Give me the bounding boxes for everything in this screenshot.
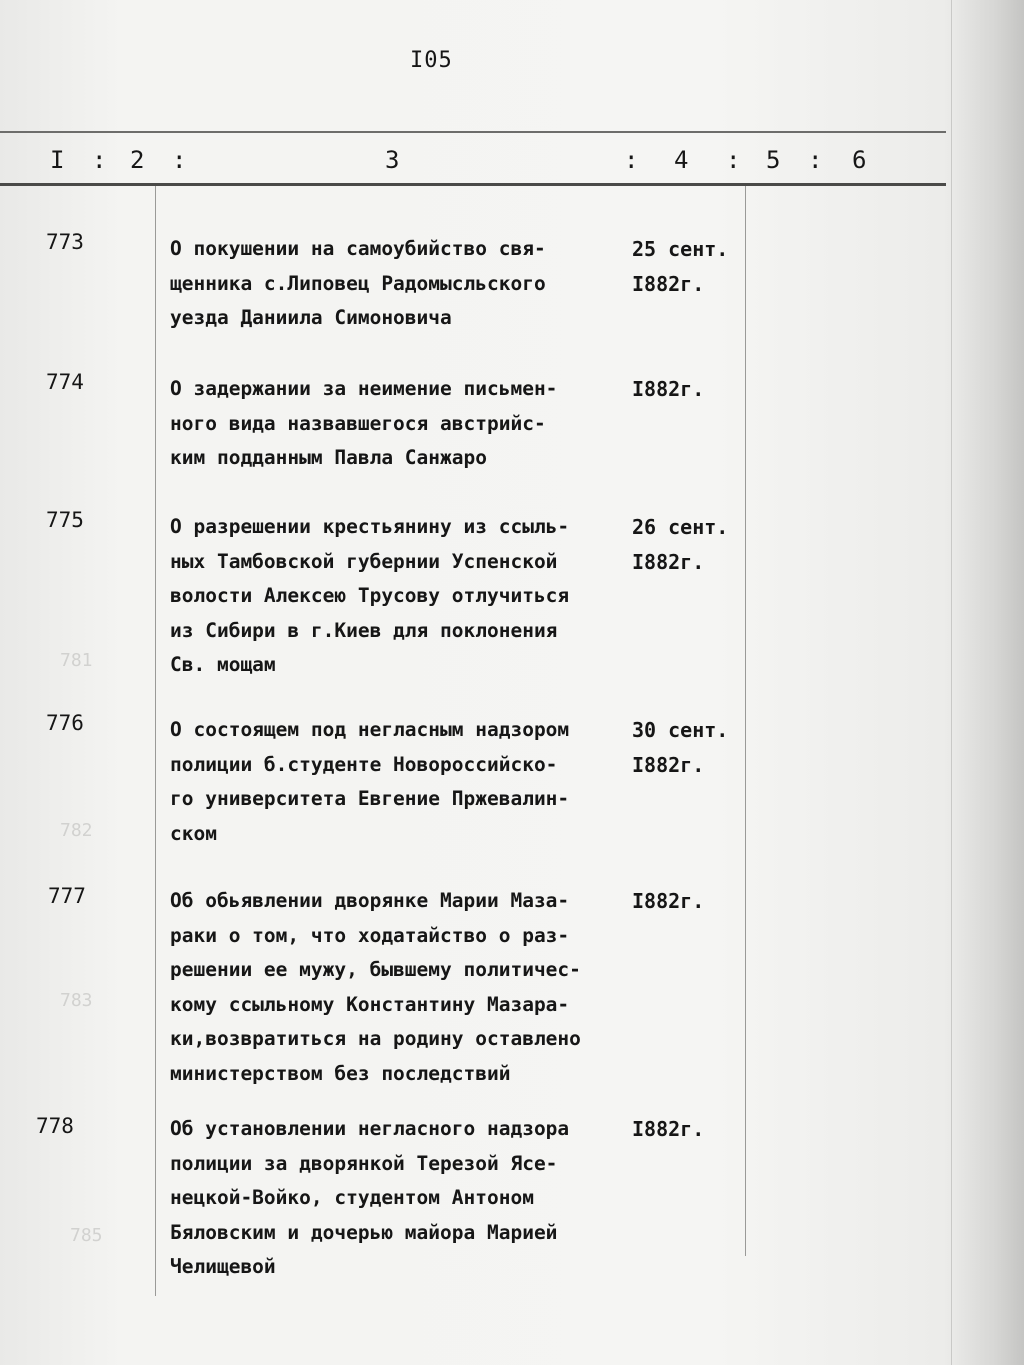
column-header-row	[0, 146, 946, 180]
column-header-3: 3	[385, 146, 400, 174]
entry-date: 26 сент. I882г.	[632, 515, 729, 574]
entry-title: О состоящем под негласным надзором полиции б.студенте Новороссийско- го университета Евгение Пржевалин- ском	[170, 718, 570, 845]
entry-number: 778	[36, 1114, 74, 1138]
column-separator: :	[726, 146, 741, 174]
column-divider-left	[155, 186, 156, 1296]
header-bottom-rule	[0, 183, 946, 186]
bleed-through-mark: 785	[70, 1225, 103, 1246]
header-top-rule	[0, 131, 946, 133]
entry-date: I882г.	[632, 377, 705, 401]
entry-title: О разрешении крестьянину из ссыль- ных Тамбовской губернии Успенской волости Алексею Трусову отлучиться из Сибири в г.Киев для поклонения Св. мощам	[170, 515, 570, 676]
column-header-1: I	[50, 146, 65, 174]
entry-title: О задержании за неимение письмен- ного вида назвавшегося австрийс- ким подданным Павла Санжаро	[170, 377, 558, 469]
entry-title: Об установлении негласного надзора полиции за дворянкой Терезой Ясе- нецкой-Войко, студентом Антоном Бяловским и дочерью майора Марией Челищевой	[170, 1117, 570, 1278]
bleed-through-mark: 781	[60, 650, 93, 671]
entry-number: 775	[46, 508, 84, 532]
column-header-6: 6	[852, 146, 867, 174]
bleed-through-mark: 783	[60, 990, 93, 1011]
entry-number: 774	[46, 370, 84, 394]
column-separator: :	[92, 146, 107, 174]
entry-date: I882г.	[632, 889, 705, 913]
entry-number: 776	[46, 711, 84, 735]
entry-date: 25 сент. I882г.	[632, 237, 729, 296]
column-header-4: 4	[674, 146, 689, 174]
entry-number: 777	[48, 884, 86, 908]
entry-title: Об обьявлении дворянке Марии Маза- раки о том, что ходатайство о раз- решении ее мужу, бывшему политичес- кому ссыльному Константину Мазара- ки,возвратиться на родину оставлено министерством без последствий	[170, 889, 581, 1085]
entry-number: 773	[46, 230, 84, 254]
entry-date: 30 сент. I882г.	[632, 718, 729, 777]
column-separator: :	[808, 146, 823, 174]
page-number: I05	[410, 48, 453, 73]
column-separator: :	[624, 146, 639, 174]
bleed-through-mark: 782	[60, 820, 93, 841]
column-header-2: 2	[130, 146, 145, 174]
entry-date: I882г.	[632, 1117, 705, 1141]
entry-title: О покушении на самоубийство свя- щенника с.Липовец Радомысльского уезда Даниила Симоновича	[170, 237, 546, 329]
page-edge-shadow	[951, 0, 1024, 1365]
column-separator: :	[172, 146, 187, 174]
column-header-5: 5	[766, 146, 781, 174]
